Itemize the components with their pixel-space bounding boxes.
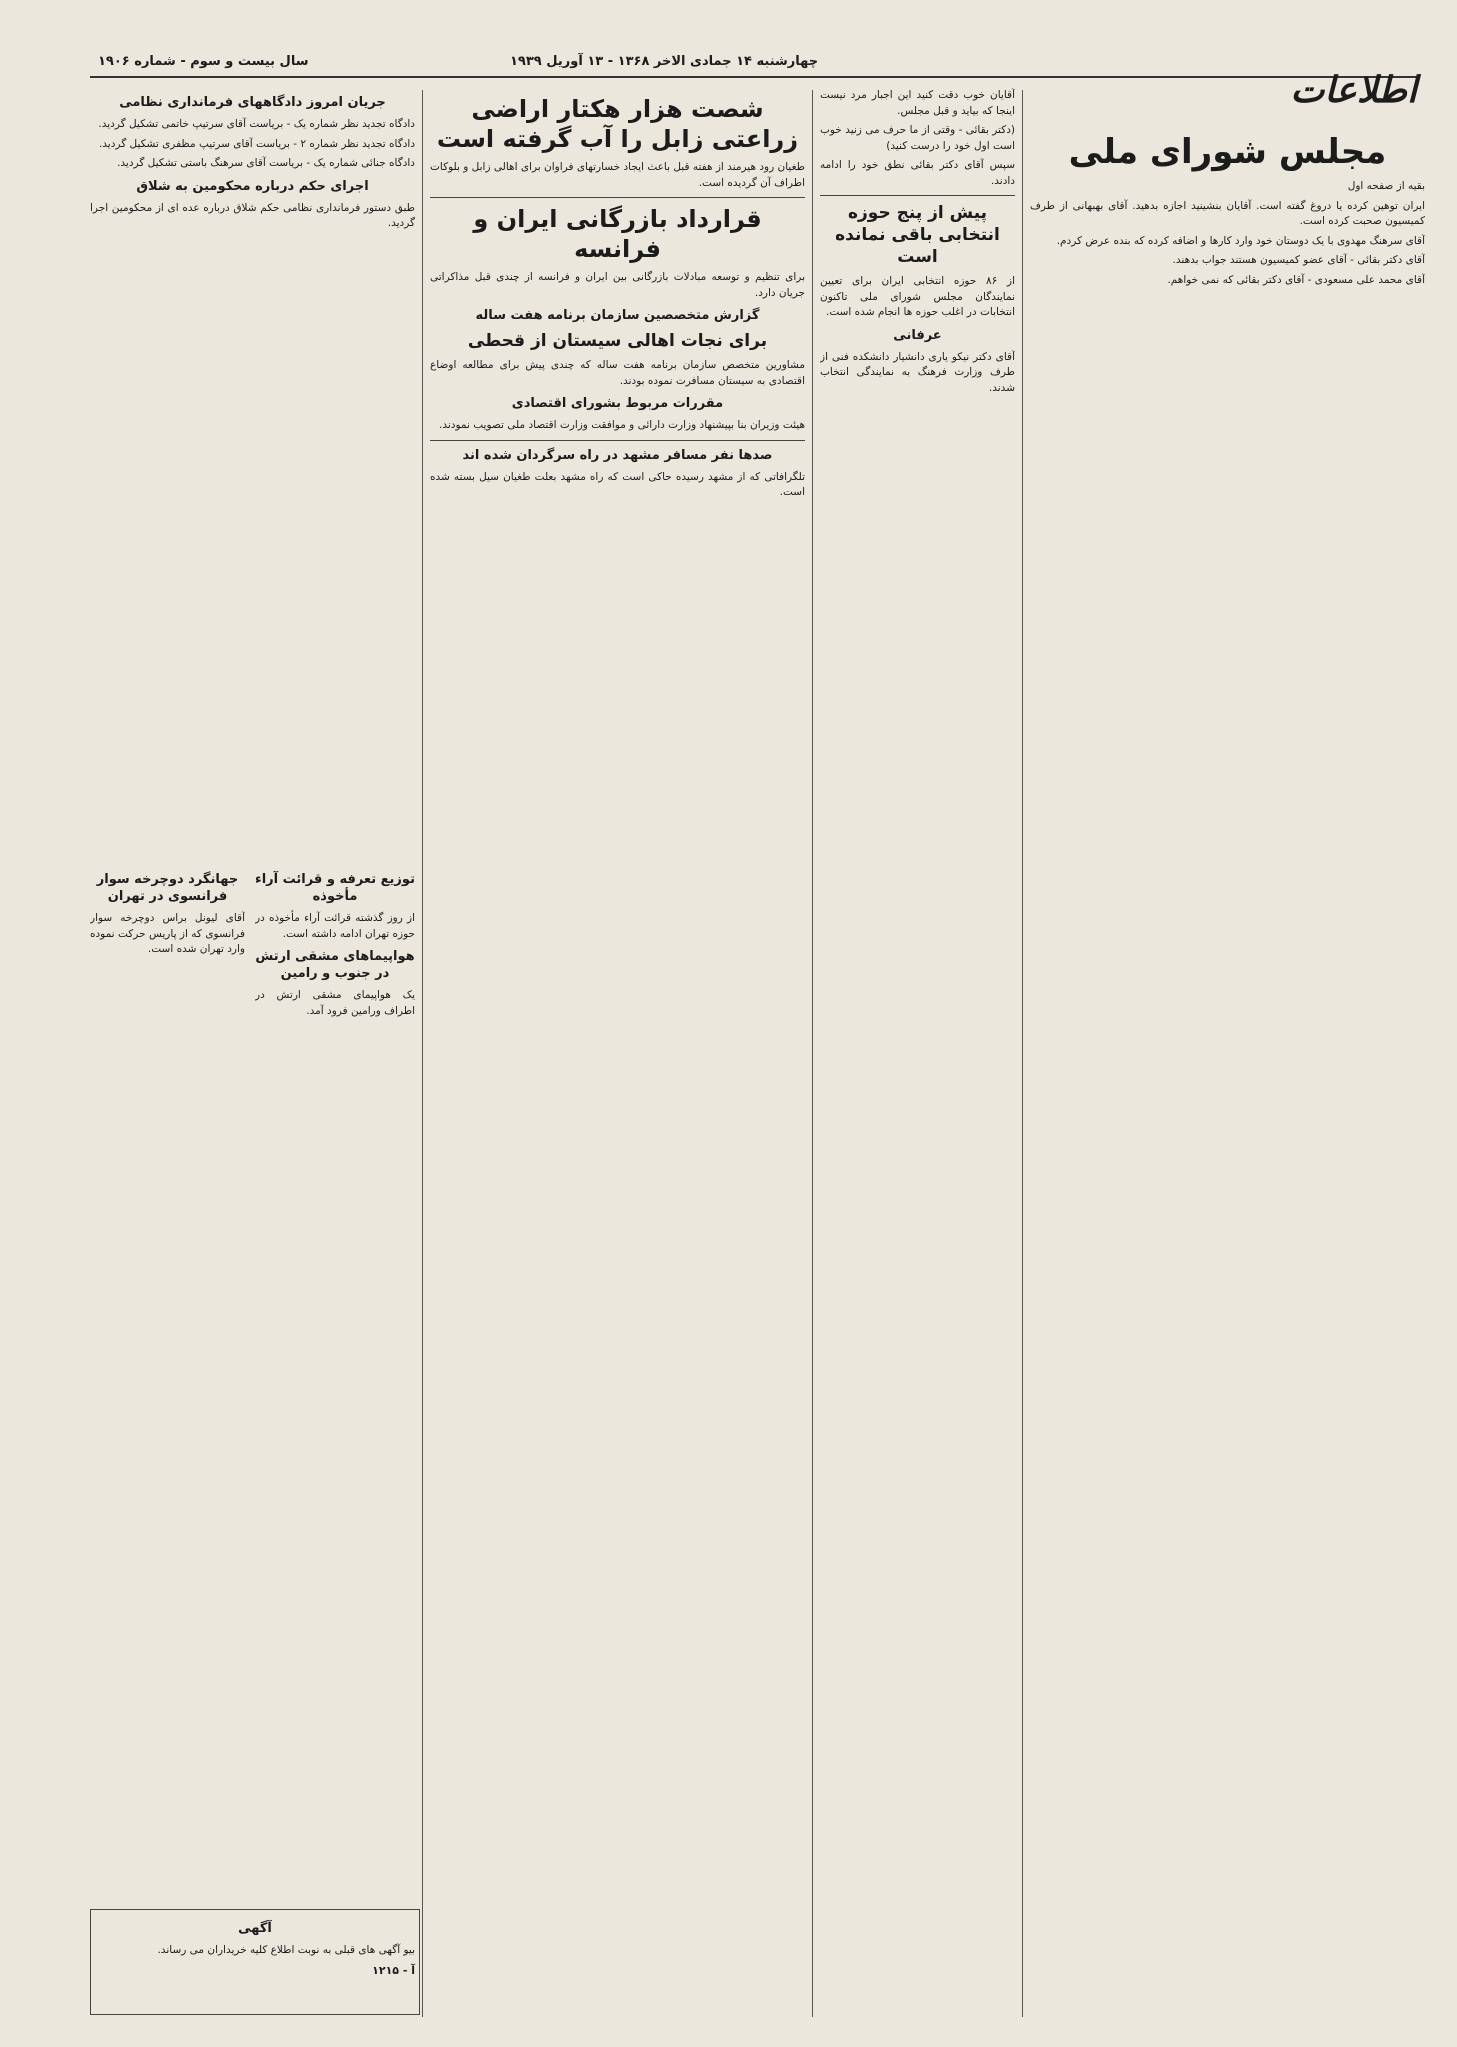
issue-info: سال بیست و سوم - شماره ۱۹۰۶ (98, 54, 309, 69)
election-body: از ۸۶ حوزه انتخابی ایران برای تعیین نمایندگان مجلس شورای ملی تاکنون انتخابات در اغلب حوزه ها انجام شده است. (820, 275, 1015, 318)
travelers-headline: صدها نفر مسافر مشهد در راه سرگردان شده اند (462, 447, 773, 463)
courts-body-2: دادگاه تجدید نظر شماره ۲ - بریاست آقای سرتیپ مظفری تشکیل گردید. (98, 137, 415, 150)
sistan-body: مشاورین متخصص سازمان برنامه هفت ساله که چندی پیش برای مطالعه اوضاع اقتصادی به سیستان مسافرت نموده بودند. (430, 359, 805, 387)
date-line: چهارشنبه ۱۴ جمادی الاخر ۱۳۶۸ - ۱۳ آوریل ۱۹۳۹ (510, 54, 819, 69)
votes-body: از روز گذشته قرائت آراء مأخوذه در حوزه تهران ادامه داشته است. (255, 912, 415, 940)
column-5a (90, 865, 245, 1897)
council-body: هیئت وزیران بنا بپیشنهاد وزارت دارائی و موافقت وزارت اقتصاد ملی تصویب نمودند. (439, 419, 805, 431)
column-rule (422, 90, 423, 2017)
economic-council-headline: مقررات مربوط بشورای اقتصادی (511, 396, 724, 411)
sentence-headline: اجرای حکم درباره محکومین به شلاق (136, 178, 369, 194)
col2-body-1: آقایان خوب دقت کنید این اجبار مرد نیست اینجا که بیاید و قبل مجلس. (820, 89, 1015, 117)
guests-headline: جهانگرد دوچرخه سوار فرانسوی در تهران (96, 872, 239, 904)
col3-divider (430, 197, 805, 198)
column-majlis (1030, 125, 1425, 2027)
army-headline: هواپیماهای مشقی ارتش در جنوب و رامین (255, 949, 415, 981)
majlis-body-2: آقای سرهنگ مهدوی با یک دوستان خود وارد کارها و اضافه کرده که بنده عرض کردم. (1056, 234, 1425, 247)
masthead-logo: اطلاعات (1290, 70, 1417, 111)
column-courts (90, 88, 415, 757)
col3-divider-2 (430, 440, 805, 441)
majlis-body-1: ایران توهین کرده یا دروغ گفته است. آقایان بنشینید اجازه بدهید. آقای بهبهانی از طرف کمیسیون صحبت کرده است. (1030, 199, 1425, 227)
ad-title: آگهی (238, 1921, 272, 1936)
guests-body: آقای لیونل براس دوچرخه سوار فرانسوی که از پاریس حرکت نموده وارد تهران شده است. (90, 912, 245, 955)
trade-headline: قرارداد بازرگانی ایران و فرانسه (473, 205, 762, 263)
page-header (90, 52, 1420, 78)
majlis-continued: بقیه از صفحه اول (1347, 180, 1425, 192)
courts-body-1: دادگاه تجدید نظر شماره یک - بریاست آقای سرتیپ خاتمی تشکیل گردید. (98, 118, 415, 130)
sistan-headline: برای نجات اهالی سیستان از قحطی (467, 331, 768, 351)
ad-code: آ - ۱۲۱۵ (372, 1963, 415, 1977)
election-headline: پیش از پنج حوزه انتخابی باقی نمانده است (835, 203, 1000, 267)
grief-body: آقای دکتر نیکو یاری دانشیار دانشکده فنی از طرف وزارت فرهنگ به نمایندگی انتخاب شدند. (820, 350, 1015, 394)
majlis-body-4: آقای محمد علی مسعودی - آقای دکتر بقائی که نمی خواهم. (1167, 273, 1425, 286)
grief-headline: عرفانی (893, 327, 942, 343)
column-5b (255, 865, 415, 1897)
army-body: یک هواپیمای مشقی ارتش در اطراف ورامین فرود آمد. (255, 989, 415, 1017)
column-2 (820, 88, 1015, 2027)
col2-body-3: سپس آقای دکتر بقائی نطق خود را ادامه دادند. (820, 159, 1015, 187)
col2-divider (820, 195, 1015, 196)
column-3 (430, 88, 805, 2027)
column-rule (1022, 90, 1023, 2017)
zabol-headline: شصت هزار هکتار اراضی زراعتی زابل را آب گرفته است (436, 95, 799, 153)
trade-body: برای تنظیم و توسعه مبادلات بازرگانی بین ایران و فرانسه از چندی قبل مذاکراتی جریان دارد. (430, 271, 805, 299)
sentence-body: طبق دستور فرمانداری نظامی حکم شلاق درباره عده ای از محکومین اجرا گردید. (90, 201, 415, 229)
courts-body-3: دادگاه جنائی شماره یک - بریاست آقای سرهنگ باستی تشکیل گردید. (117, 157, 415, 169)
advertisement-box (90, 1909, 420, 2015)
ad-body: بیو آگهی های قبلی به نوبت اطلاع کلیه خریداران می رساند. (157, 1944, 415, 1956)
courts-headline: جریان امروز دادگاههای فرمانداری نظامی (119, 95, 386, 110)
column-rule (812, 90, 813, 2017)
col2-body-2: (دکتر بقائی - وقتی از ما حرف می زنید خوب است اول خود را درست کنید) (820, 124, 1015, 152)
majlis-body-3: آقای دکتر بقائی - آقای عضو کمیسیون هستند جواب بدهند. (1172, 254, 1425, 266)
experts-subhead: گزارش متخصصین سازمان برنامه هفت ساله (475, 308, 760, 323)
travelers-body: تلگرافاتی که از مشهد رسیده حاکی است که راه مشهد بعلت طغیان سیل بسته شده است. (430, 470, 805, 498)
zabol-body: طغیان رود هیرمند از هفته قبل باعث ایجاد خسارتهای فراوان برای اهالی زابل و بلوکات اطراف آن گردیده است. (430, 161, 805, 189)
majlis-headline: مجلس شورای ملی (1068, 132, 1387, 172)
votes-headline: توزیع تعرفه و قرائت آراء مأخوذه (255, 872, 415, 904)
